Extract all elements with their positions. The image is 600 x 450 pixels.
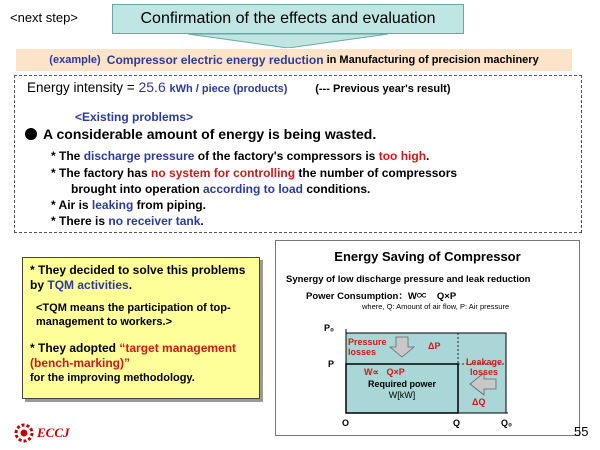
tqm-definition-note: <TQM means the participation of top-management to workers.> xyxy=(36,302,231,328)
problem-5-period: . xyxy=(200,214,204,228)
problem-line-5 xyxy=(51,214,204,228)
delta-q-label: ΔQ xyxy=(472,397,486,407)
eccj-logo-icon xyxy=(14,423,34,443)
slide-title xyxy=(112,4,464,34)
example-prefix: (example) xyxy=(49,54,101,66)
problem-line-3 xyxy=(71,182,370,196)
problem-1-highlight-red: too high xyxy=(378,149,427,163)
problem-1-period: . xyxy=(426,149,430,163)
required-power-unit: W[kW] xyxy=(388,390,416,400)
tqm-method-line: for the improving methodology. xyxy=(30,372,195,384)
problem-line-4 xyxy=(51,198,206,212)
energy-label: Energy intensity xyxy=(27,80,124,95)
problem-1-highlight: discharge pressure xyxy=(83,149,195,163)
energy-note: (--- Previous year's result) xyxy=(315,83,451,95)
problem-3-text-a: brought into operation xyxy=(71,182,200,196)
required-power-formula xyxy=(364,367,405,378)
leakage-losses-label: Leakage losses xyxy=(465,357,503,377)
problem-1-text-a: * The xyxy=(51,149,81,163)
eccj-logo-text: ECCJ xyxy=(37,425,70,440)
problem-4-text-c: from piping. xyxy=(136,198,206,212)
required-power-label: Required power xyxy=(367,379,436,389)
q-times-p: Q×P xyxy=(386,367,405,377)
origin-label: O xyxy=(342,418,350,428)
problem-2-text-a: * The factory has xyxy=(51,166,148,180)
waste-headline-text: A considerable amount of energy is being wasted. xyxy=(43,126,377,142)
example-subject: Compressor electric energy reduction xyxy=(106,53,324,67)
delta-p-label: ΔP xyxy=(428,341,441,351)
page-number: 55 xyxy=(574,424,589,439)
q0-label: Q₀ xyxy=(501,418,513,428)
problem-2-text-c: the number of compressors xyxy=(298,166,458,180)
next-step-label: <next step> xyxy=(10,10,78,25)
example-banner xyxy=(16,49,572,71)
bullet-dot-icon xyxy=(25,128,37,140)
waste-headline xyxy=(25,126,376,142)
energy-equals: = xyxy=(126,80,135,95)
q-label: Q xyxy=(453,418,461,428)
tqm-line-1-text: * They decided to solve this problems by xyxy=(30,263,246,292)
p-label: P xyxy=(328,359,335,369)
p0-label: P₀ xyxy=(324,323,335,333)
figure-subtitle: Synergy of low discharge pressure and leak reduction xyxy=(286,274,531,285)
problem-3-highlight: according to load xyxy=(203,182,304,196)
problem-3-text-c: conditions. xyxy=(306,182,371,196)
power-consumption-label: Power Consumption：W∝ xyxy=(306,291,427,302)
tqm-line-1-period: . xyxy=(128,278,133,292)
compressor-energy-figure xyxy=(275,240,580,436)
w-proportional: W∝ xyxy=(364,367,379,377)
eccj-logo xyxy=(14,423,70,443)
problem-1-text-d: is xyxy=(365,149,376,163)
problem-5-text-a: * There is xyxy=(51,214,106,228)
problem-line-1 xyxy=(51,149,429,163)
existing-problems-panel xyxy=(14,75,582,233)
slide-title-text: Confirmation of the effects and evaluation xyxy=(140,10,436,27)
tqm-line-2 xyxy=(30,341,252,371)
tqm-line-2-text: * They adopted xyxy=(30,341,117,355)
tqm-note-box xyxy=(22,257,260,399)
energy-unit: kWh / piece (products) xyxy=(169,83,288,95)
power-formula: Q×P xyxy=(436,291,457,302)
down-arrow-icon xyxy=(188,34,388,48)
problem-4-highlight: leaking xyxy=(91,198,134,212)
tqm-line-1 xyxy=(30,263,252,293)
problem-4-text-a: * Air is xyxy=(51,198,89,212)
example-context: in Manufacturing of precision machinery xyxy=(326,54,539,66)
energy-value: 25.6 xyxy=(138,79,166,95)
target-management-highlight: “target management (bench-marking)” xyxy=(30,341,237,370)
problem-2-highlight: no system for controlling xyxy=(151,166,296,180)
pressure-losses-label: Pressure losses xyxy=(348,337,387,357)
energy-intensity-line xyxy=(27,79,451,95)
existing-problems-heading: <Existing problems> xyxy=(75,110,194,124)
figure-title: Energy Saving of Compressor xyxy=(334,249,521,264)
figure-where-note: where, Q: Amount of air flow, P: Air pressure xyxy=(362,302,510,311)
problem-1-text-c: of the factory's compressors xyxy=(197,149,362,163)
problem-line-2 xyxy=(51,166,457,180)
tqm-activities-highlight: TQM activities xyxy=(47,278,129,292)
compressor-diagram-svg xyxy=(276,241,581,437)
problem-5-highlight: no receiver tank xyxy=(108,214,201,228)
